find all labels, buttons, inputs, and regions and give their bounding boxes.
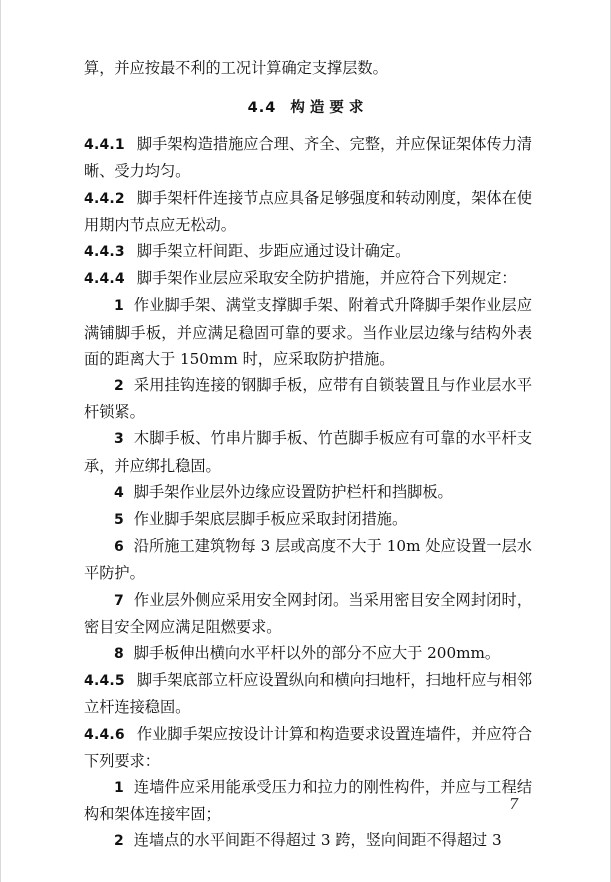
item-number: 8 — [114, 646, 124, 663]
clause-4-4-3 — [84, 238, 532, 265]
clause-number: 4.4.4 — [84, 271, 125, 288]
section-number: 4.4 — [247, 100, 277, 117]
list-item — [84, 372, 532, 425]
item-number: 6 — [114, 539, 124, 556]
list-item — [84, 533, 532, 586]
item-text: 作业脚手架底层脚手板应采取封闭措施。 — [133, 510, 408, 529]
item-text: 连墙件应采用能承受压力和拉力的刚性构件，并应与工程结构和架体连接牢固； — [84, 778, 532, 824]
list-item — [84, 292, 532, 372]
clause-text: 脚手架底部立杆应设置纵向和横向扫地杆，扫地杆应与相邻立杆连接稳固。 — [84, 671, 532, 717]
page-number: 7 — [509, 795, 519, 813]
list-item — [84, 587, 532, 640]
clause-text: 脚手架构造措施应合理、齐全、完整，并应保证架体传力清晰、受力均匀。 — [84, 135, 532, 181]
item-number: 2 — [114, 378, 124, 395]
item-text: 沿所施工建筑物每 3 层或高度不大于 10m 处应设置一层水平防护。 — [84, 537, 532, 583]
item-text: 作业脚手架、满堂支撑脚手架、附着式升降脚手架作业层应满铺脚手板，并应满足稳固可靠的要求。当作业层边缘与结构外表面的距离大于 150mm 时，应采取防护措施。 — [84, 296, 532, 368]
clause-number: 4.4.6 — [84, 726, 125, 743]
clause-4-4-5 — [84, 667, 532, 720]
clause-text: 脚手架杆件连接节点应具备足够强度和转动刚度，架体在使用期内节点应无松动。 — [84, 188, 532, 234]
section-heading — [84, 95, 532, 121]
item-number: 5 — [114, 512, 124, 529]
list-item — [84, 774, 532, 827]
item-text: 脚手板伸出横向水平杆以外的部分不应大于 200mm。 — [133, 644, 501, 663]
item-number: 1 — [114, 780, 124, 797]
clause-number: 4.4.3 — [84, 244, 125, 261]
item-number: 2 — [114, 833, 124, 850]
clause-text: 作业脚手架应按设计计算和构造要求设置连墙件，并应符合下列要求： — [84, 724, 532, 770]
clause-number: 4.4.5 — [84, 673, 125, 690]
item-text: 作业层外侧应采用安全网封闭。当采用密目安全网封闭时，密目安全网应满足阻燃要求。 — [84, 590, 532, 636]
page-content — [84, 55, 532, 855]
clause-text: 脚手架作业层应采取安全防护措施，并应符合下列规定： — [136, 269, 517, 288]
item-text: 连墙点的水平间距不得超过 3 跨，竖向间距不得超过 3 — [133, 831, 502, 850]
list-item — [84, 506, 532, 533]
item-number: 1 — [114, 298, 124, 315]
clause-4-4-1 — [84, 131, 532, 184]
item-number: 4 — [114, 484, 124, 501]
clause-text: 脚手架立杆间距、步距应通过设计确定。 — [136, 242, 411, 261]
section-title: 构造要求 — [290, 100, 369, 117]
item-text: 脚手架作业层外边缘应设置防护栏杆和挡脚板。 — [133, 482, 453, 501]
list-item — [84, 827, 532, 854]
clause-number: 4.4.2 — [84, 190, 125, 207]
clause-number: 4.4.1 — [84, 137, 125, 154]
item-text: 木脚手板、竹串片脚手板、竹芭脚手板应有可靠的水平杆支承，并应绑扎稳固。 — [84, 429, 532, 475]
clause-4-4-6 — [84, 721, 532, 774]
list-item — [84, 479, 532, 506]
item-number: 3 — [114, 431, 124, 448]
list-item — [84, 640, 532, 667]
clause-4-4-4 — [84, 265, 532, 292]
item-text: 采用挂钩连接的钢脚手板，应带有自锁装置且与作业层水平杆锁紧。 — [84, 376, 532, 422]
list-item — [84, 425, 532, 478]
intro-line: 算，并应按最不利的工况计算确定支撑层数。 — [84, 59, 388, 77]
clause-4-4-2 — [84, 185, 532, 238]
item-number: 7 — [114, 592, 124, 609]
